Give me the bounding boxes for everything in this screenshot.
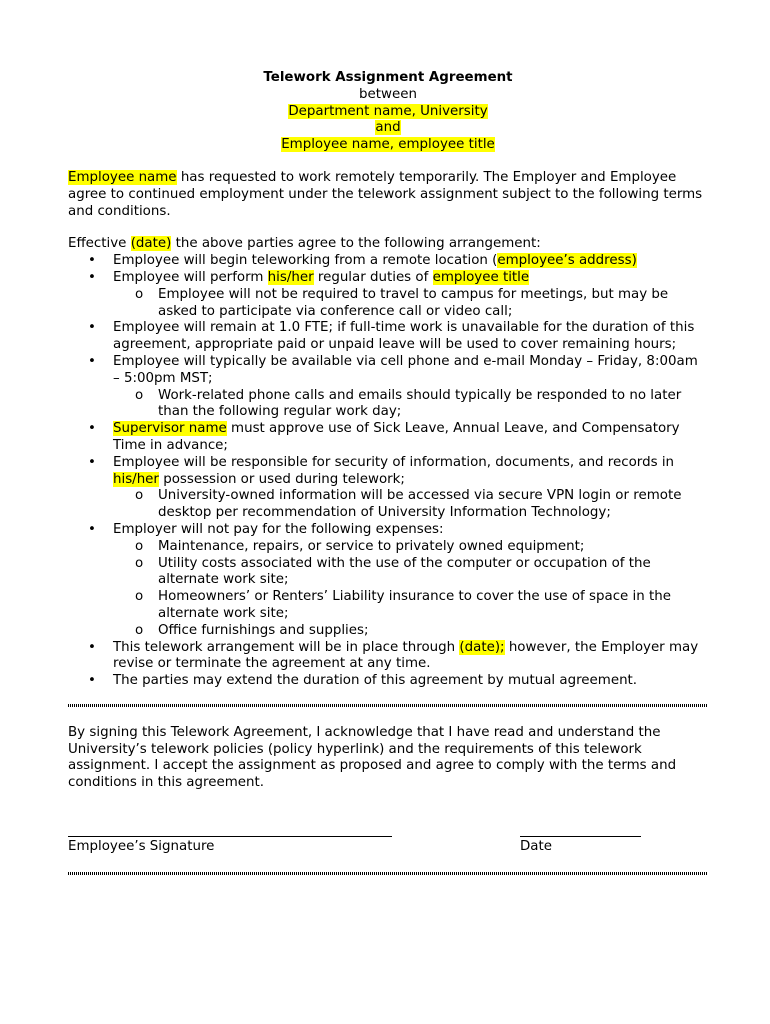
employee-signature-line[interactable]: [68, 836, 392, 837]
employee-name-field: Employee name: [68, 169, 177, 185]
sub-list-item: o Maintenance, repairs, or service to privately owned equipment;: [113, 539, 708, 556]
list-item: • Employee will be responsible for security of information, documents, and records in his/her possession or used during telework; o University-owned information will be accessed via secure VPN login or remote desktop per recommendation of University Information Technology;: [68, 455, 708, 522]
sub-list-item: o Office furnishings and supplies;: [113, 623, 708, 640]
employee-title-field: employee title: [432, 269, 530, 285]
sub-list-item: o University-owned information will be accessed via secure VPN login or remote desktop per recommendation of University Information Technology;: [113, 488, 708, 522]
list-item: • Employee will typically be available via cell phone and e-mail Monday – Friday, 8:00am – 5:00pm MST; o Work-related phone calls and emails should typically be responded to no later than the following regular work day;: [68, 354, 708, 421]
employee-field: Employee name, employee title: [281, 137, 495, 153]
end-date-field: (date);: [459, 639, 505, 655]
pronoun-field: his/her: [267, 269, 314, 285]
list-item: • Employee will remain at 1.0 FTE; if full-time work is unavailable for the duration of this agreement, appropriate paid or unpaid leave will be used to cover remaining hours;: [68, 320, 708, 354]
sub-list-item: o Utility costs associated with the use of the computer or occupation of the alternate work site;: [113, 556, 708, 590]
list-item: • This telework arrangement will be in place through (date); however, the Employer may revise or terminate the agreement at any time.: [68, 640, 708, 674]
sub-list-item: o Employee will not be required to travel to campus for meetings, but may be asked to participate via conference call or video call;: [113, 287, 708, 321]
list-item: • Supervisor name must approve use of Sick Leave, Annual Leave, and Compensatory Time in advance;: [68, 421, 708, 455]
date-signature-line[interactable]: [520, 836, 641, 837]
effective-line: Effective (date) the above parties agree to the following arrangement:: [68, 236, 541, 252]
intro-paragraph: Employee name has requested to work remotely temporarily. The Employer and Employee agree to continued employment under the telework assignment subject to the following terms and conditions.: [68, 169, 703, 219]
and-line: and: [375, 120, 401, 136]
department-field: Department name, University: [288, 103, 488, 119]
list-item: • Employer will not pay for the following expenses: o Maintenance, repairs, or service to privately owned equipment; o Utility costs associated with the use of the computer or occupation of the alternate work site; o Homeowners’ or Renters’ Liability insurance to cover the use of space in the alternate work site; o Office furnishings and supplies;: [68, 522, 708, 640]
address-field: employee’s address): [497, 253, 637, 269]
divider: [68, 704, 708, 707]
effective-date-field: (date): [130, 236, 172, 252]
between-line: between: [359, 86, 417, 102]
pronoun-field: his/her: [113, 471, 159, 487]
document-page: [68, 70, 708, 875]
document-title: Telework Assignment Agreement: [263, 70, 513, 85]
sub-list-item: o Work-related phone calls and emails should typically be responded to no later than the following regular work day;: [113, 388, 708, 422]
list-item: • Employee will begin teleworking from a remote location (employee’s address): [68, 253, 708, 270]
list-item: • Employee will perform his/her regular duties of employee title o Employee will not be required to travel to campus for meetings, but may be asked to participate via conference call or video call;: [68, 270, 708, 320]
signature-row: [68, 836, 708, 876]
date-label: Date: [520, 839, 553, 855]
terms-list: [68, 253, 708, 690]
employee-signature-label: Employee’s Signature: [68, 839, 215, 855]
list-item: • The parties may extend the duration of this agreement by mutual agreement.: [68, 673, 708, 690]
sub-list-item: o Homeowners’ or Renters’ Liability insurance to cover the use of space in the alternate work site;: [113, 589, 708, 623]
supervisor-name-field: Supervisor name: [113, 421, 227, 437]
acknowledgement-paragraph: By signing this Telework Agreement, I acknowledge that I have read and understand the University’s telework policies (policy hyperlink) and the requirements of this telework assignment. I accept the assignment as proposed and agree to comply with the terms and conditions in this agreement.: [68, 724, 677, 791]
